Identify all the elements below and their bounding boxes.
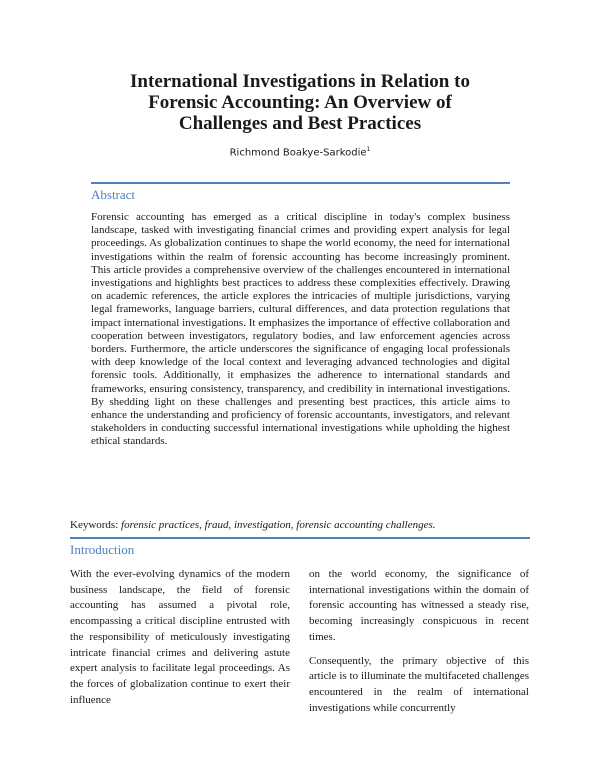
introduction-left-column [70,567,290,708]
introduction-rule [70,537,530,539]
introduction-right-column [309,567,529,716]
paper-title [0,71,600,134]
introduction-paragraph: With the ever-evolving dynamics of the modern business landscape, the field of forensic accounting has assumed a pivotal role, encompassing a critical discipline entrusted with the responsibility of meticulously investigating intricate financial crimes and delivering astute expert analysis to facilitate legal proceedings. As the forces of globalization continue to exert their influence [70,568,290,706]
introduction-heading: Introduction [70,542,135,557]
author-name: Richmond Boakye-Sarkodie [229,147,367,159]
author-line [0,146,600,158]
title-line: International Investigations in Relation to [130,71,470,92]
abstract-heading: Abstract [91,187,136,202]
title-line: Challenges and Best Practices [178,113,422,134]
introduction-paragraph: Consequently, the primary objective of this article is to illuminate the multifaceted challenges encountered in the realm of international investigations while concurrently [309,654,529,714]
title-line: Forensic Accounting: An Overview of [148,92,452,113]
author-footnote-mark[interactable]: 1 [366,146,371,153]
introduction-paragraph: on the world economy, the significance of international investigations within the domain of forensic accounting has witnessed a steady rise, becoming increasingly conspicuous in recent times. [309,568,529,643]
keywords-terms: forensic practices, fraud, investigation, forensic accounting challenges. [121,519,436,531]
abstract-text: Forensic accounting has emerged as a critical discipline in today's complex business landscape, tasked with investigating financial crimes and providing expert analysis for legal proceedings. As globalization continues to shape the world economy, the need for international investigations within the realm of forensic accounting has become increasingly prominent. This article provides a comprehensive overview of the challenges encountered in international investigations and highlights best practices to address these complexities effectively. Drawing on academic references, the article explores the intricacies of multiple jurisdictions, varying legal frameworks, language barriers, cultural differences, and data protection regulations that impact international investigations. It emphasizes the importance of effective collaboration and cooperation between investigators, regulatory bodies, and law enforcement agencies across borders. Furthermore, the article underscores the significance of engaging local professionals with deep knowledge of the local context and leveraging advanced technologies and digital forensic tools. Additionally, it emphasizes the adherence to international standards and frameworks, ensuring consistency, transparency, and credibility in international investigations. By shedding light on these challenges and presenting best practices, this article aims to enhance the understanding and proficiency of forensic accountants, investigators, and relevant stakeholders in conducting successful international investigations while upholding the highest ethical standards. [91,211,510,448]
keywords-line [70,519,530,532]
keywords-label: Keywords: [70,519,119,531]
abstract-top-rule [91,182,510,184]
